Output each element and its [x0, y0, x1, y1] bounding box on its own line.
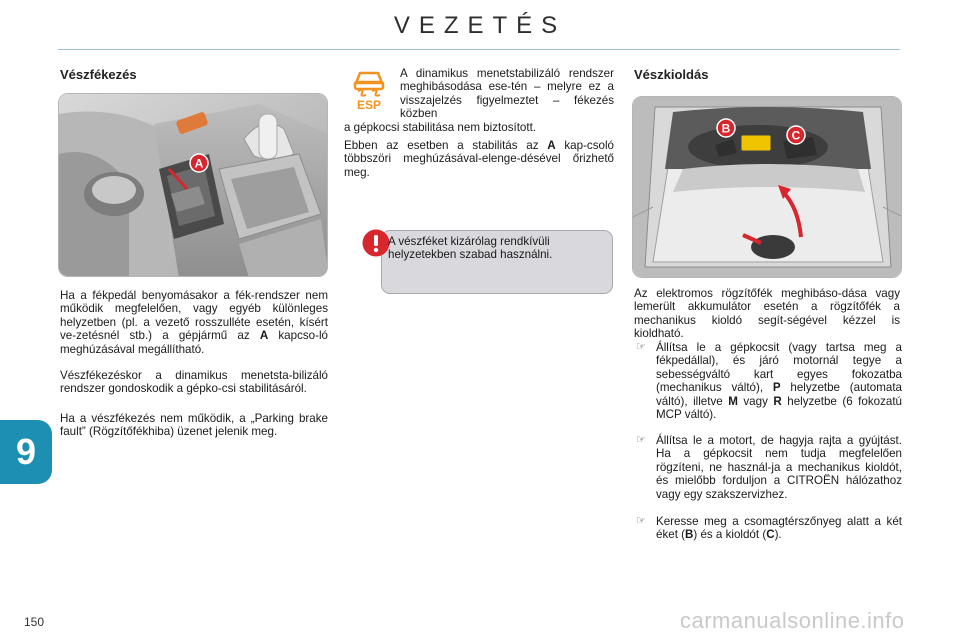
esp-label: ESP	[356, 98, 382, 111]
esp-paragraph-2	[344, 139, 614, 179]
page-number: 150	[24, 615, 45, 629]
esp-warning-icon	[350, 69, 388, 111]
text-fragment: Keresse meg a csomagtérszőnyeg alatt a két éket (	[656, 515, 902, 542]
release-step-3-text	[656, 515, 902, 542]
chapter-tab: 9	[0, 420, 52, 484]
photo-label-c: C	[791, 128, 801, 143]
esp-paragraph-rest: a gépkocsi stabilitása nem biztosított.	[344, 121, 537, 134]
text-fragment: ).	[774, 528, 782, 542]
title-divider	[58, 49, 900, 50]
watermark: carmanualsonline.info	[680, 608, 905, 633]
text-fragment: helyzetbe (automata váltó), illetve	[656, 381, 902, 408]
photo-label-b: B	[721, 121, 731, 136]
section-heading-emergency-release: Vészkioldás	[634, 67, 709, 82]
text-fragment: Ebben az esetben a stabilitás az	[344, 139, 548, 152]
pointing-hand-icon: ☞	[636, 434, 646, 446]
esp-paragraph-first: A dinamikus menetstabilizáló rendszer meghibásodása ese-tén – melyre ez a visszajelzés figyelmeztet – fékezés közben	[400, 67, 614, 121]
switch-key-a: A	[259, 329, 269, 343]
parking-brake-switch-photo	[58, 93, 328, 277]
paragraph-emergency-braking-1	[60, 289, 328, 356]
text-fragment: Állítsa le a gépkocsit (vagy tartsa meg a fékpedállal), és járó motornál tegye a sebességváltó kart egyes fokozatba (mechanikus váltó),	[656, 341, 902, 395]
release-tool-key-c: C	[766, 528, 775, 542]
photo-label-a: A	[194, 156, 204, 171]
section-heading-emergency-braking: Vészfékezés	[60, 67, 137, 82]
pointing-hand-icon: ☞	[636, 341, 646, 353]
trunk-release-tool-photo	[632, 96, 902, 278]
text-fragment: kapcso-ló meghúzásával megállítható.	[60, 329, 328, 356]
text-fragment: Ha a fékpedál benyomásakor a fék-rendszer nem működik megfelelően, vagy egyéb különleges helyzetben (pl. a vezető rosszulléte esetén, kísért ve-zetésnél stb.) a gépjármű az	[60, 289, 328, 343]
gear-key-m: M	[728, 394, 738, 408]
release-step-1-text	[656, 341, 902, 421]
release-step-2-text: Állítsa le a motort, de hagyja rajta a gyújtást. Ha a gépkocsit nem tudja megfelelően rögzíteni, ne használ-ja a mechanikus kioldót, és mielőbb forduljon a CITROËN hálózathoz vagy egy szakszervizhez.	[656, 434, 902, 501]
gear-key-r: R	[773, 394, 782, 408]
text-fragment: vagy	[737, 394, 774, 408]
wedge-key-b: B	[685, 528, 694, 542]
page-title: VEZETÉS	[393, 12, 567, 39]
paragraph-emergency-braking-2: Vészfékezéskor a dinamikus menetsta-bilizáló rendszer gondoskodik a gépko-csi stabilitásáról.	[60, 369, 328, 396]
text-fragment: ) és a kioldót (	[693, 528, 767, 542]
paragraph-emergency-braking-3: Ha a vészfékezés nem működik, a „Parking brake fault” (Rögzítőfékhiba) üzenet jelenik meg.	[60, 412, 328, 439]
release-step-2	[634, 434, 902, 501]
release-step-1	[634, 341, 902, 421]
switch-key-a: A	[547, 139, 556, 152]
text-fragment: helyzetbe (6 fokozatú MCP váltó).	[656, 394, 903, 422]
release-step-3	[634, 515, 902, 542]
warning-note-text: A vészféket kizárólag rendkívüli helyzetekben szabad használni.	[388, 235, 553, 262]
text-fragment: kap-csoló többszöri meghúzásával-elenge-désével őrizhető meg.	[344, 139, 614, 179]
pointing-hand-icon: ☞	[636, 515, 646, 527]
release-intro-paragraph: Az elektromos rögzítőfék meghibáso-dása vagy lemerült akkumulátor esetén a rögzítőfék a mechanikus kioldó segít-ségével kézzel is kioldható.	[634, 287, 900, 341]
gear-key-p: P	[772, 381, 781, 395]
exclamation-warning-icon	[362, 229, 390, 257]
